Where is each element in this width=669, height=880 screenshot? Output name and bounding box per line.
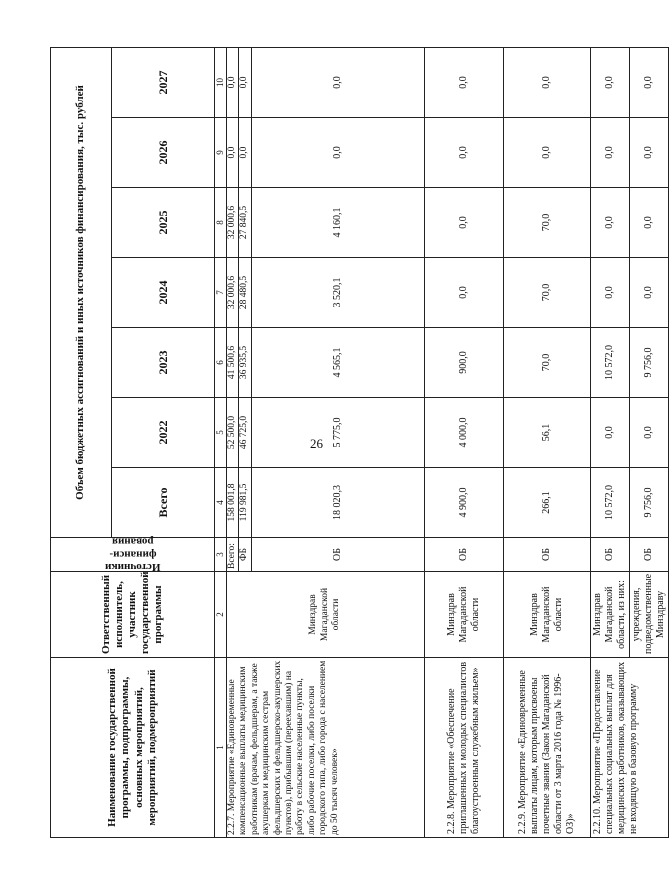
cell-value: 0,0 [629, 118, 668, 188]
cell-value: 41 500,6 [227, 328, 239, 398]
cell-value: 0,0 [424, 258, 503, 328]
cell-value: 70,0 [503, 328, 590, 398]
cell-value: 0,0 [590, 258, 629, 328]
cell-value: 56,1 [503, 398, 590, 468]
cell-value: 36 935,5 [239, 328, 251, 398]
column-number: 9 [215, 118, 227, 188]
cell-value: 0,0 [629, 398, 668, 468]
cell-value: 900,0 [424, 328, 503, 398]
cell-value: 10 572,0 [590, 328, 629, 398]
cell-source: ОБ [629, 538, 668, 572]
cell-value: 0,0 [590, 398, 629, 468]
rotated-table-container [50, 48, 666, 838]
cell-value: 0,0 [251, 47, 424, 117]
cell-value: 0,0 [251, 118, 424, 188]
cell-value: 0,0 [227, 118, 239, 188]
cell-value: 119 981,5 [239, 468, 251, 538]
column-number: 2 [215, 572, 227, 658]
cell-value: 10 572,0 [590, 468, 629, 538]
column-number: 4 [215, 468, 227, 538]
cell-value: 158 001,8 [227, 468, 239, 538]
cell-value: 32 000,6 [227, 188, 239, 258]
row-executor-2-2-9: Минздрав Магаданской области [503, 572, 590, 658]
cell-value: 0,0 [629, 188, 668, 258]
table-row-2-2-8 [424, 47, 503, 837]
cell-value: 4 565,1 [251, 328, 424, 398]
cell-value: 0,0 [424, 118, 503, 188]
cell-value: 28 480,5 [239, 258, 251, 328]
cell-source: ФБ [239, 538, 251, 572]
table-row-2-2-9 [503, 47, 590, 837]
cell-value: 9 756,0 [629, 328, 668, 398]
cell-value: 52 500,0 [227, 398, 239, 468]
cell-source: Всего: [227, 538, 239, 572]
column-number-row [215, 47, 227, 837]
header-row-1 [51, 47, 112, 837]
cell-value: 0,0 [590, 118, 629, 188]
cell-value: 4 160,1 [251, 188, 424, 258]
cell-value: 266,1 [503, 468, 590, 538]
cell-value: 0,0 [227, 47, 239, 117]
cell-value: 0,0 [503, 47, 590, 117]
row-name-2-2-8: 2.2.8. Мероприятие «Обеспечение приглашенных и молодых специалистов благоустроенным служебным жильем» [424, 658, 503, 838]
header-year: 2027 [112, 47, 215, 117]
row-name-2-2-9: 2.2.9. Мероприятие «Единовременные выплаты лицам, которым присвоены почетные звания (Закон Магаданской области от 3 марта 2016 года № 1996-ОЗ)» [503, 658, 590, 838]
cell-value: 0,0 [629, 258, 668, 328]
cell-source: ОБ [590, 538, 629, 572]
funding-table [50, 47, 669, 838]
cell-value: 0,0 [239, 47, 251, 117]
cell-source: ОБ [424, 538, 503, 572]
cell-value: 27 840,5 [239, 188, 251, 258]
column-number: 7 [215, 258, 227, 328]
cell-source: ОБ [251, 538, 424, 572]
header-source [51, 538, 215, 572]
cell-value: 32 000,6 [227, 258, 239, 328]
header-year: 2023 [112, 328, 215, 398]
page-number: 26 [310, 436, 323, 451]
header-year: 2024 [112, 258, 215, 328]
cell-value: 0,0 [590, 47, 629, 117]
cell-value: 46 725,0 [239, 398, 251, 468]
header-total: Всего [112, 468, 215, 538]
cell-value: 70,0 [503, 258, 590, 328]
row-name-2-2-10: 2.2.10. Мероприятие «Предоставление специальных социальных выплат для медицинских работников, оказывающих не входящую в базовую программу [590, 658, 668, 838]
cell-value: 3 520,1 [251, 258, 424, 328]
row-executor-2-2-7: Минздрав Магаданской области [227, 572, 425, 658]
cell-value: 4 900,0 [424, 468, 503, 538]
row-executor-2-2-10-b: учреждения, подведомственные Минздраву [629, 572, 668, 658]
cell-value: 0,0 [239, 118, 251, 188]
column-number: 5 [215, 398, 227, 468]
cell-value: 0,0 [629, 47, 668, 117]
table-row-2-2-10-a [590, 47, 629, 837]
header-year: 2022 [112, 398, 215, 468]
cell-value: 18 020,3 [251, 468, 424, 538]
column-number: 10 [215, 47, 227, 117]
column-number: 6 [215, 328, 227, 398]
header-executor: Ответственный исполнитель, участник государственной программы [51, 572, 215, 658]
cell-value: 4 000,0 [424, 398, 503, 468]
cell-source: ОБ [503, 538, 590, 572]
cell-value: 5 775,0 [251, 398, 424, 468]
column-number: 3 [215, 538, 227, 572]
header-funding: Объем бюджетных ассигнований и иных источников финансирования, тыс. рублей [51, 47, 112, 537]
cell-value: 0,0 [424, 47, 503, 117]
row-executor-2-2-10-a: Минздрав Магаданской области, из них: [590, 572, 629, 658]
column-number: 1 [215, 658, 227, 838]
summary-row-total [227, 47, 239, 837]
header-year: 2026 [112, 118, 215, 188]
cell-value: 0,0 [503, 118, 590, 188]
row-executor-2-2-8: Минздрав Магаданской области [424, 572, 503, 658]
header-name: Наименование государственной программы, подпрограммы, основных мероприятий, мероприятий, подмероприятий [51, 658, 215, 838]
header-source-text: Источники финанси- рования [104, 536, 161, 574]
cell-value: 9 756,0 [629, 468, 668, 538]
cell-value: 0,0 [590, 188, 629, 258]
cell-value: 70,0 [503, 188, 590, 258]
column-number: 8 [215, 188, 227, 258]
header-year: 2025 [112, 188, 215, 258]
row-name-2-2-7: 2.2.7. Мероприятие «Единовременные компенсационные выплаты медицинским работникам (врачам, фельдшерам, а также акушеркам и медицинским сестрам фельдшерских и фельдшерско-акушерских пунктов), прибывшим (переехавшим) на работу в сельские населенные пункты, либо рабочие поселки, либо поселки городского типа, либо города с населением до 50 тысяч человек» [227, 658, 425, 838]
cell-value: 0,0 [424, 188, 503, 258]
